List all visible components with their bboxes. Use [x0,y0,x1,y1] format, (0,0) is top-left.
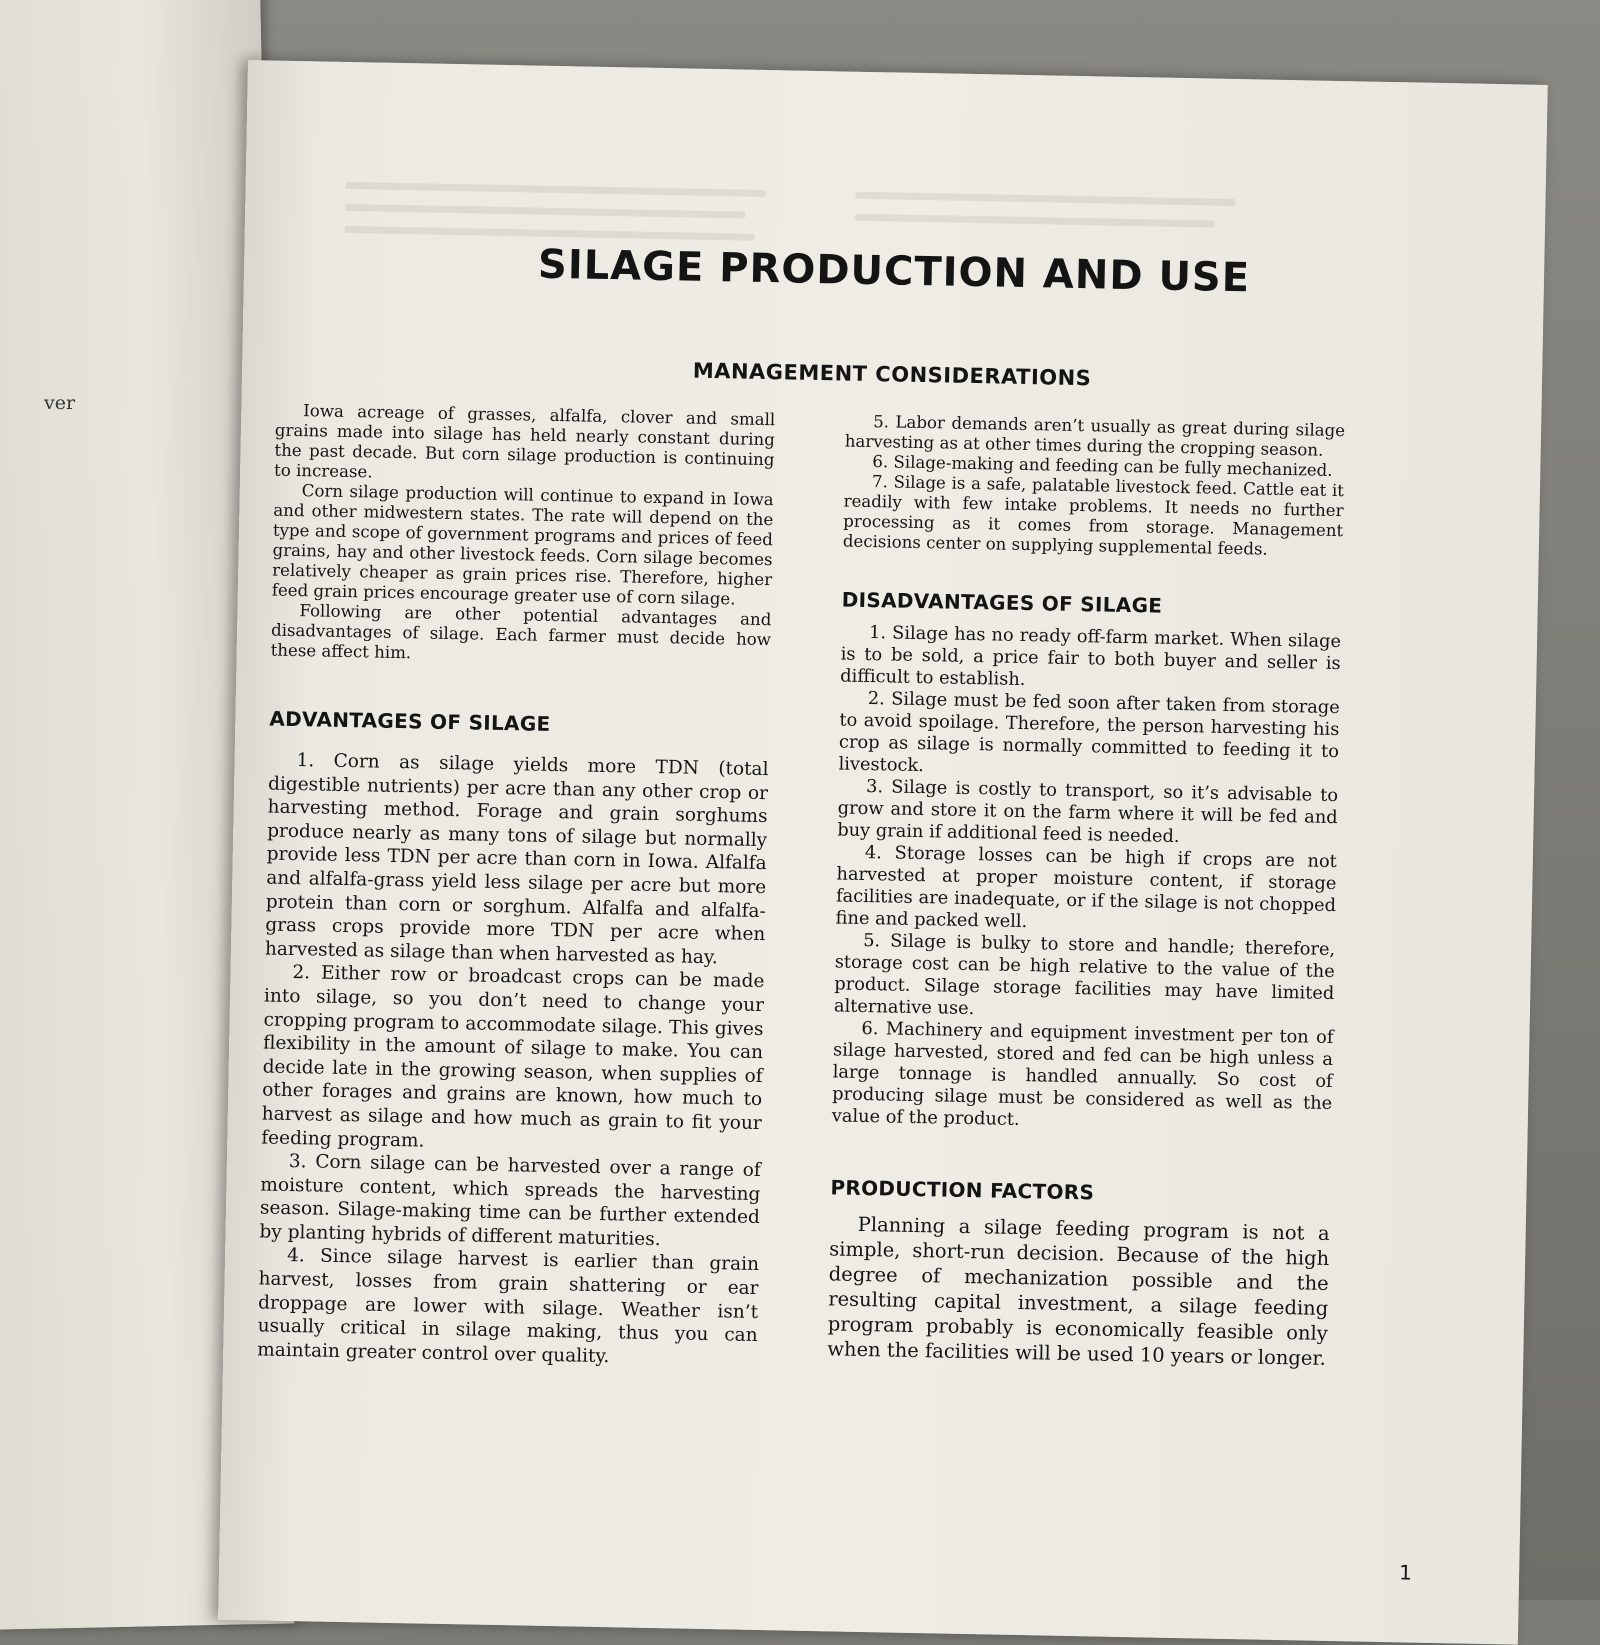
disadvantage-item: 3. Silage is costly to transport, so it’s advisable to grow and store it on the farm where it will be fed and buy grain if additional feed is needed. [837,776,1339,848]
advantage-item: 2. Either row or broadcast crops can be made into silage, so you don’t need to change your cropping program to accommodate silage. This gives flexibility in the amount of silage to make. You can decide late in the growing season, when supplies of other forages and grains are known, how much to harvest as silage and how much as grain to fit your feeding program. [261,962,765,1152]
intro-text [270,401,775,671]
intro-paragraph: Corn silage production will continue to expand in Iowa and other midwestern states. The rate will depend on the type and scope of government programs and prices of feed grains, hay and other livestock feeds. Corn silage becomes relatively cheaper as grain prices rise. Therefore, higher feed grain prices encourage greater use of corn silage. [271,481,774,609]
bleed-through-line [855,214,1215,228]
production-paragraph: Planning a silage feeding program is not a simple, short-run decision. Because of the high degree of mechanization possible and the resulting capital investment, a silage feeding program probably is economically feasible only when the facilities will be used 10 years or longer. [827,1212,1330,1370]
production-factors-heading: PRODUCTION FACTORS [830,1175,1095,1205]
page-number: 1 [1398,1560,1413,1585]
advantage-item: 6. Silage-making and feeding can be fully mechanized. [872,452,1333,480]
section-heading-management: MANAGEMENT CONSIDERATIONS [692,358,1092,391]
bleed-through-line [855,192,1235,206]
advantage-item: 7. Silage is a safe, palatable livestock feed. Cattle eat it readily with few intake problems. It needs no further processing as it comes from storage. Management decisions center on supplying supplemental feeds. [842,472,1345,559]
advantages-continued [843,412,1346,562]
advantage-item: 1. Corn as silage yields more TDN (total digestible nutrients) per acre than any other crop or harvesting method. Forage and grain sorghums produce nearly as many tons of silage but normally provide less TDN per acre than corn in Iowa. Alfalfa and alfalfa-grass yield less silage per acre but more protein than corn or sorghum. Alfalfa and alfalfa-grass crops provide more TDN per acre when harvested as silage than when harvested as hay. [264,750,769,968]
right-column [827,412,1345,1371]
disadvantage-item: 1. Silage has no ready off-farm market. When silage is to be sold, a price fair to both buyer and seller is difficult to establish. [840,622,1342,691]
advantage-item: 3. Corn silage can be harvested over a range of moisture content, which spreads the harvesting season. Silage-making time can be further extended by planting hybrids of different maturities. [259,1151,761,1251]
bleed-through-line [346,182,766,197]
disadvantages-heading: DISADVANTAGES OF SILAGE [841,587,1163,618]
left-column [257,401,775,1372]
document-title: SILAGE PRODUCTION AND USE [537,241,1251,302]
bleed-through-line [345,204,745,219]
disadvantage-item: 5. Silage is bulky to store and handle; therefore, storage cost can be high relative to the value of the product. Silage storage facilities may have limited alternative use. [833,929,1336,1020]
disadvantage-item: 4. Storage losses can be high if crops are not harvested at proper moisture content, if storage facilities are inadequate, or if the silage is not chopped fine and packed well. [835,841,1338,933]
advantages-heading: ADVANTAGES OF SILAGE [269,706,551,736]
production-factors-text [827,1211,1330,1371]
disadvantage-item: 6. Machinery and equipment investment per ton of silage harvested, stored and fed can be high unless a large tonnage is handled annually. So cost of producing silage must be considered as well as the value of the product. [831,1017,1334,1131]
advantage-item: 5. Labor demands aren’t usually as great during silage harvesting as at other times during the cropping season. [844,412,1346,460]
disadvantage-item: 2. Silage must be fed soon after taken from storage to avoid spoilage. Therefore, the person harvesting his crop as silage is normally committed to feeding it to livestock. [838,688,1340,777]
disadvantages-list [832,621,1342,1137]
advantages-list [257,749,769,1372]
advantage-item: 4. Since silage harvest is earlier than grain harvest, losses from grain shattering or ear droppage are lower with silage. Weather isn’t usually critical in silage making, thus you can maintain greater control over quality. [257,1245,760,1368]
intro-paragraph: Following are other potential advantages and disadvantages of silage. Each farmer must decide how these affect him. [270,601,772,663]
left-page-text-fragment: ver [44,392,76,414]
intro-paragraph: Iowa acreage of grasses, alfalfa, clover and small grains made into silage has held nearly constant during the past decade. But corn silage production is continuing to increase. [273,401,776,482]
document-page [218,60,1548,1645]
